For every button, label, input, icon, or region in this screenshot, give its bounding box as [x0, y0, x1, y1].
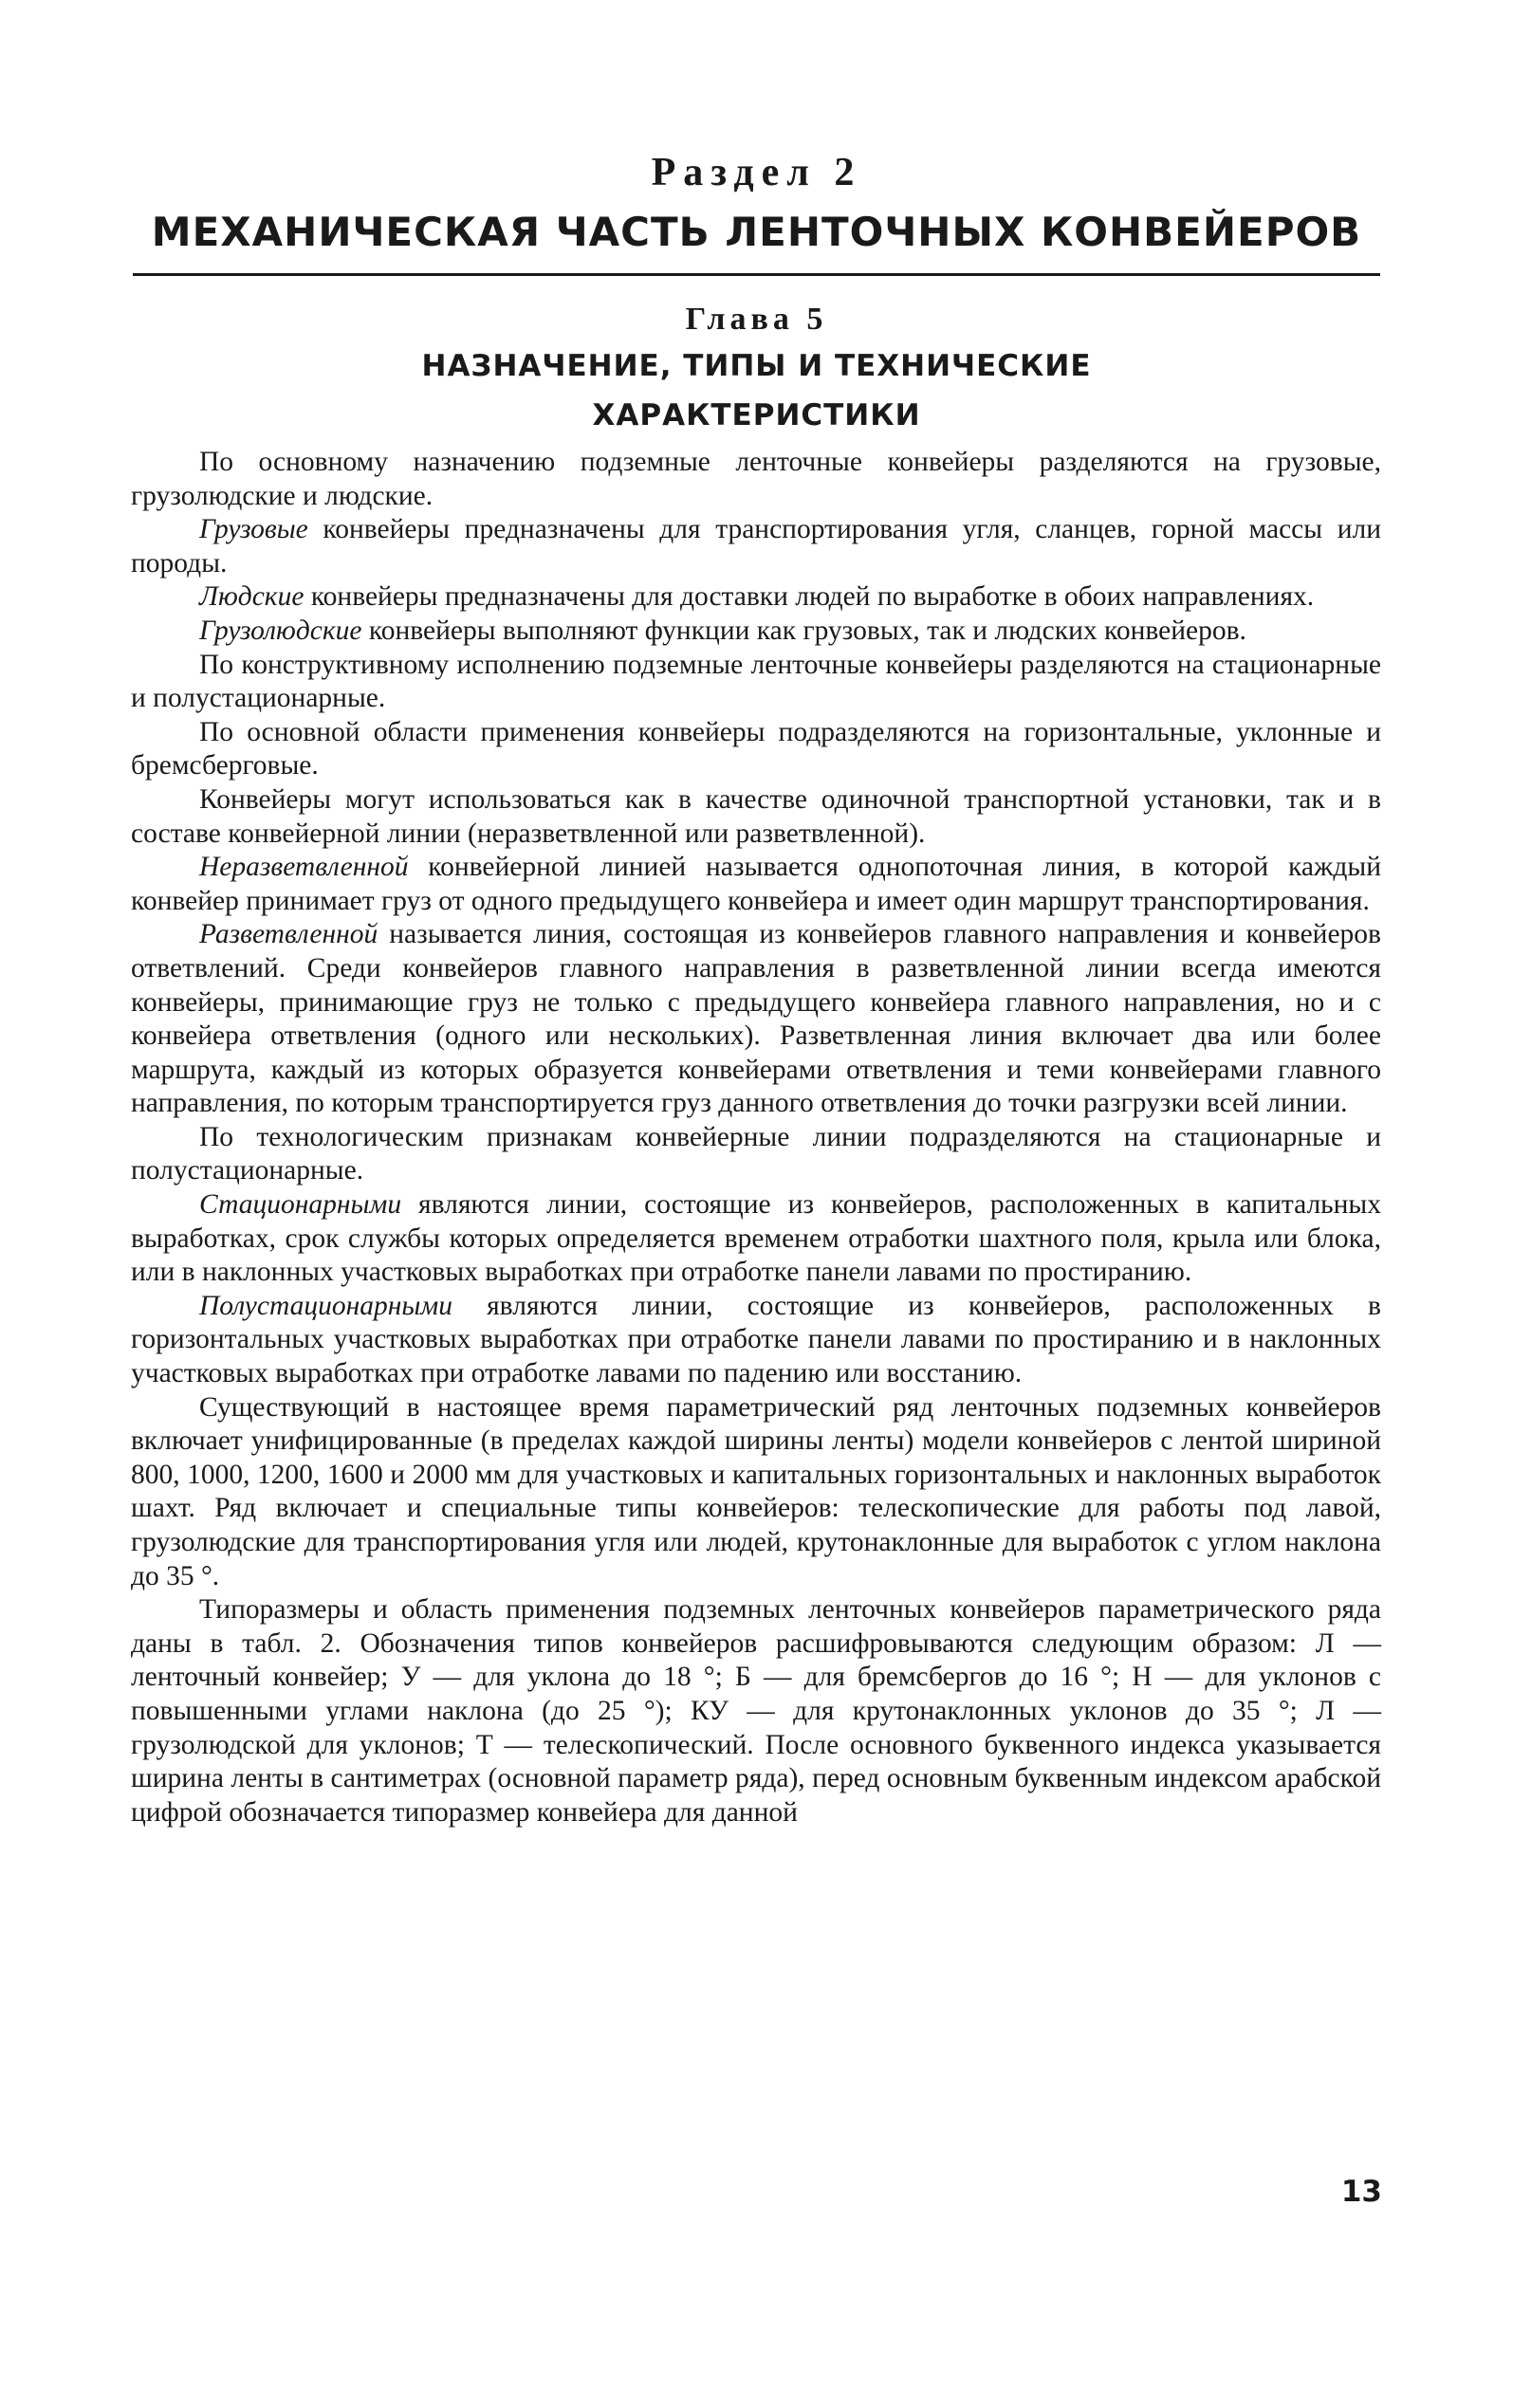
chapter-title-line-2: ХАРАКТЕРИСТИКИ [592, 398, 921, 432]
paragraph [131, 1593, 1381, 1829]
paragraph-text: конвейеры выполняют функции как грузовых, так и людских конвейеров. [361, 615, 1246, 646]
paragraph [131, 580, 1381, 615]
paragraph-text: конвейеры предназначены для транспортирования угля, сланцев, горной массы или породы. [131, 514, 1381, 579]
paragraph-text: По основному назначению подземные ленточные конвейеры разделяются на грузовые, грузолюдские и людские. [131, 447, 1381, 511]
chapter-title-line-1: НАЗНАЧЕНИЕ, ТИПЫ И ТЕХНИЧЕСКИЕ [421, 349, 1092, 383]
page-number: 13 [1340, 2175, 1382, 2209]
paragraph [131, 716, 1381, 783]
paragraph [131, 918, 1381, 1121]
paragraph [131, 446, 1381, 513]
body-text [131, 446, 1381, 1829]
paragraph-text: Существующий в настоящее время параметрический ряд ленточных подземных конвейеров включает унифицированные (в пределах каждой ширины ленты) модели конвейеров с лентой шириной 800, 1000, 1200, 1600 и 2000 мм для участковых и капитальных горизонтальных и наклонных выработок шахт. Ряд включает и специальные типы конвейеров: телескопические для работы под лавой, грузолюдские для транспортирования угля или людей, крутонаклонные для выработок с углом наклона до 35 °. [131, 1391, 1381, 1591]
paragraph-text: По технологическим признакам конвейерные линии подразделяются на стационарные и полустационарные. [131, 1121, 1381, 1186]
paragraph-text: Типоразмеры и область применения подземных ленточных конвейеров параметрического ряда даны в табл. 2. Обозначения типов конвейеров расшифровываются следующим образом: Л — ленточный конвейер; У — для уклона до 18 °; Б — для бремсбергов до 16 °; Н — для уклонов с повышенными углами наклона (до 25 °); КУ — для крутонаклонных уклонов до 35 °; Л — грузолюдской для уклонов; Т — телескопический. После основного буквенного индекса указывается ширина ленты в сантиметрах (основной параметр ряда), перед основным буквенным индексом арабской цифрой обозначается типоразмер конвейера для данной [131, 1594, 1381, 1828]
paragraph [131, 783, 1381, 851]
paragraph [131, 1121, 1381, 1188]
paragraph-lead-term: Разветвленной [199, 919, 378, 950]
paragraph-text: называется линия, состоящая из конвейеров главного направления и конвейеров ответвлений. Среди конвейеров главного направления в разветвленной линии всегда имеются конвейеры, принимающие груз не только с предыдущего конвейера главного направления, но и с конвейера ответвления (одного или нескольких). Разветвленная линия включает два или более маршрута, каждый из которых образуется конвейерами ответвления и теми конвейерами главного направления, по которым транспортируется груз данного ответвления до точки разгрузки всей линии. [131, 919, 1381, 1119]
section-title: МЕХАНИЧЕСКАЯ ЧАСТЬ ЛЕНТОЧНЫХ КОНВЕЙЕРОВ [151, 209, 1362, 255]
paragraph [131, 1391, 1381, 1594]
paragraph-lead-term: Грузовые [199, 514, 308, 545]
paragraph-lead-term: Людские [199, 581, 304, 613]
paragraph-lead-term: Грузолюдские [199, 615, 362, 646]
paragraph [131, 513, 1381, 580]
paragraph-lead-term: Полустационарными [199, 1290, 452, 1321]
chapter-label: Глава 5 [685, 302, 828, 337]
paragraph-text: являются линии, состоящие из конвейеров, расположенных в капитальных выработках, срок службы которых определяется временем отработки шахтного поля, крыла или блока, или в наклонных участковых выработках при отработке панели лавами по простиранию. [131, 1189, 1381, 1288]
horizontal-rule [133, 273, 1380, 276]
paragraph-text: Конвейеры могут использоваться как в качестве одиночной транспортной установки, так и в составе конвейерной линии (неразветвленной или разветвленной). [131, 783, 1381, 849]
paragraph [131, 1188, 1381, 1290]
paragraph-lead-term: Неразветвленной [199, 852, 409, 883]
paragraph [131, 851, 1381, 918]
paragraph-text: конвейерной линией называется однопоточная линия, в которой каждый конвейер принимает груз от одного предыдущего конвейера и имеет один маршрут транспортирования. [131, 852, 1381, 916]
section-label: Раздел 2 [651, 151, 862, 194]
paragraph [131, 1290, 1381, 1391]
paragraph-text: По конструктивному исполнению подземные ленточные конвейеры разделяются на стационарные и полустационарные. [131, 649, 1381, 714]
paragraph [131, 649, 1381, 716]
paragraph-lead-term: Стационарными [199, 1189, 402, 1221]
paragraph [131, 615, 1381, 649]
paragraph-text: По основной области применения конвейеры подразделяются на горизонтальные, уклонные и бремсберговые. [131, 716, 1381, 781]
paragraph-text: конвейеры предназначены для доставки людей по выработке в обоих направлениях. [304, 581, 1315, 613]
chapter-title [0, 341, 1513, 440]
paragraph-text: являются линии, состоящие из конвейеров, расположенных в горизонтальных участковых выработках при отработке панели лавами по простиранию и в наклонных участковых выработках при отработке лавами по падению или восстанию. [131, 1290, 1381, 1389]
